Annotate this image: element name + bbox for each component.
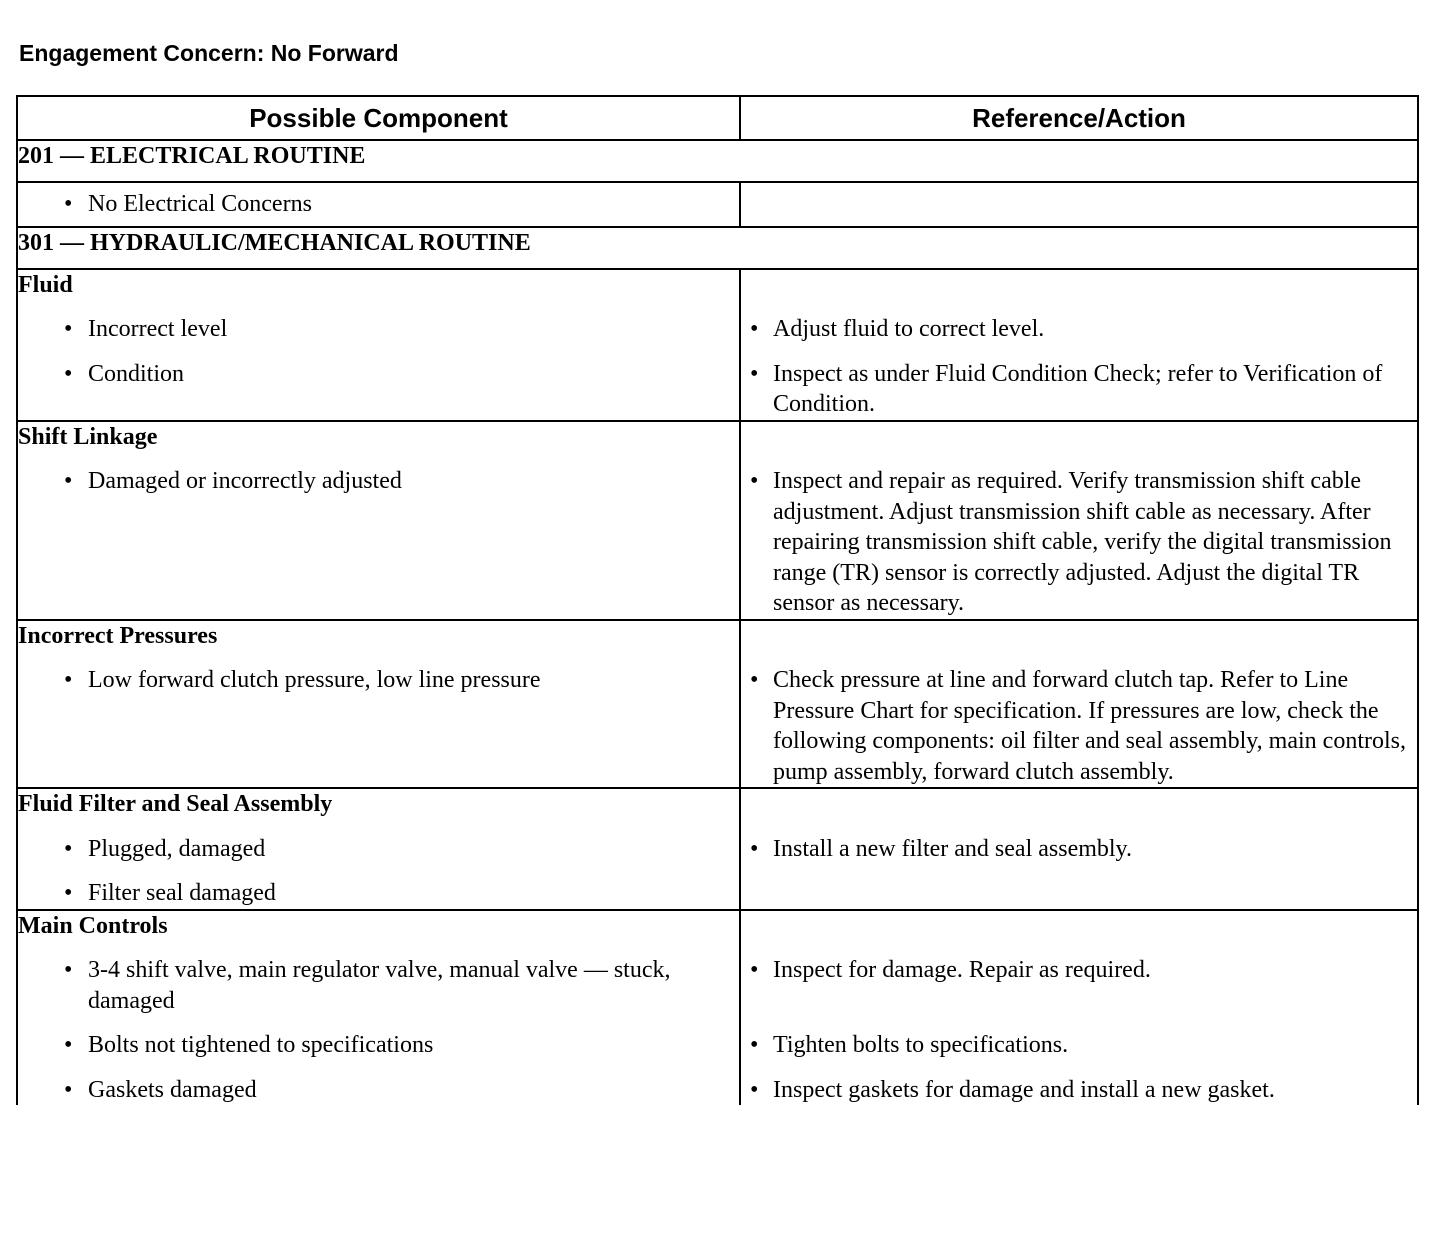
component-item: • Filter seal damaged: [18, 878, 739, 909]
table-row: [17, 620, 1418, 789]
table-header-row: [17, 96, 1418, 140]
table-row: [17, 910, 1418, 1106]
component-cell: [17, 421, 740, 620]
section-title-fluid-filter: Fluid Filter and Seal Assembly: [18, 791, 333, 817]
component-cell: [17, 910, 740, 1106]
component-item: • Damaged or incorrectly adjusted: [18, 466, 739, 497]
diagnosis-table: [16, 95, 1419, 1105]
routine-row: [17, 140, 1418, 182]
action-item: • Inspect as under Fluid Condition Check; refer to Verification of Condition.: [741, 359, 1417, 420]
section-title-main-controls: Main Controls: [18, 912, 168, 939]
section-title-shift-linkage: Shift Linkage: [18, 423, 158, 450]
component-item: • Bolts not tightened to specifications: [18, 1030, 739, 1061]
action-cell: [740, 182, 1418, 227]
header-possible-component: Possible Component: [17, 96, 740, 140]
action-item: • Inspect gaskets for damage and install a new gasket.: [741, 1075, 1417, 1106]
table-row: [17, 182, 1418, 227]
component-cell: [17, 182, 740, 227]
section-title-incorrect-pressures: Incorrect Pressures: [18, 622, 218, 649]
routine-row: [17, 227, 1418, 269]
component-item: • 3-4 shift valve, main regulator valve, manual valve — stuck, damaged: [18, 955, 739, 1016]
action-cell: [740, 910, 1418, 1106]
action-item: • Install a new filter and seal assembly.: [741, 834, 1417, 865]
action-item: • Tighten bolts to specifications.: [741, 1030, 1417, 1061]
routine-201-heading: 201 — ELECTRICAL ROUTINE: [17, 140, 1418, 182]
table-row: [17, 421, 1418, 620]
table-row: [17, 269, 1418, 421]
component-item: • Incorrect level: [18, 314, 739, 345]
action-item: • Inspect for damage. Repair as required.: [741, 955, 1417, 986]
action-cell: [740, 788, 1418, 910]
header-reference-action: Reference/Action: [740, 96, 1418, 140]
document-title: Engagement Concern: No Forward: [19, 40, 399, 66]
action-cell: [740, 269, 1418, 421]
action-item: • Check pressure at line and forward clutch tap. Refer to Line Pressure Chart for specification. If pressures are low, check the following components: oil filter and seal assembly, main controls, pump assembly, forward clutch assembly.: [741, 665, 1417, 787]
action-item: • Inspect and repair as required. Verify transmission shift cable adjustment. Adjust transmission shift cable as necessary. After repairing transmission shift cable, verify the digital transmission range (TR) sensor is correctly adjusted. Adjust the digital TR sensor as necessary.: [741, 466, 1417, 619]
routine-301-heading: 301 — HYDRAULIC/MECHANICAL ROUTINE: [17, 227, 1418, 269]
component-cell: [17, 269, 740, 421]
component-item: • Gaskets damaged: [18, 1075, 739, 1106]
component-item: • Plugged, damaged: [18, 834, 739, 865]
component-item: • Low forward clutch pressure, low line pressure: [18, 665, 739, 696]
component-cell: [17, 788, 740, 910]
section-title-fluid: Fluid: [18, 271, 73, 298]
component-cell: [17, 620, 740, 789]
component-item: • Condition: [18, 359, 739, 390]
action-cell: [740, 620, 1418, 789]
table-row: [17, 788, 1418, 910]
action-item: • Adjust fluid to correct level.: [741, 314, 1417, 345]
component-item: • No Electrical Concerns: [18, 189, 739, 220]
action-cell: [740, 421, 1418, 620]
